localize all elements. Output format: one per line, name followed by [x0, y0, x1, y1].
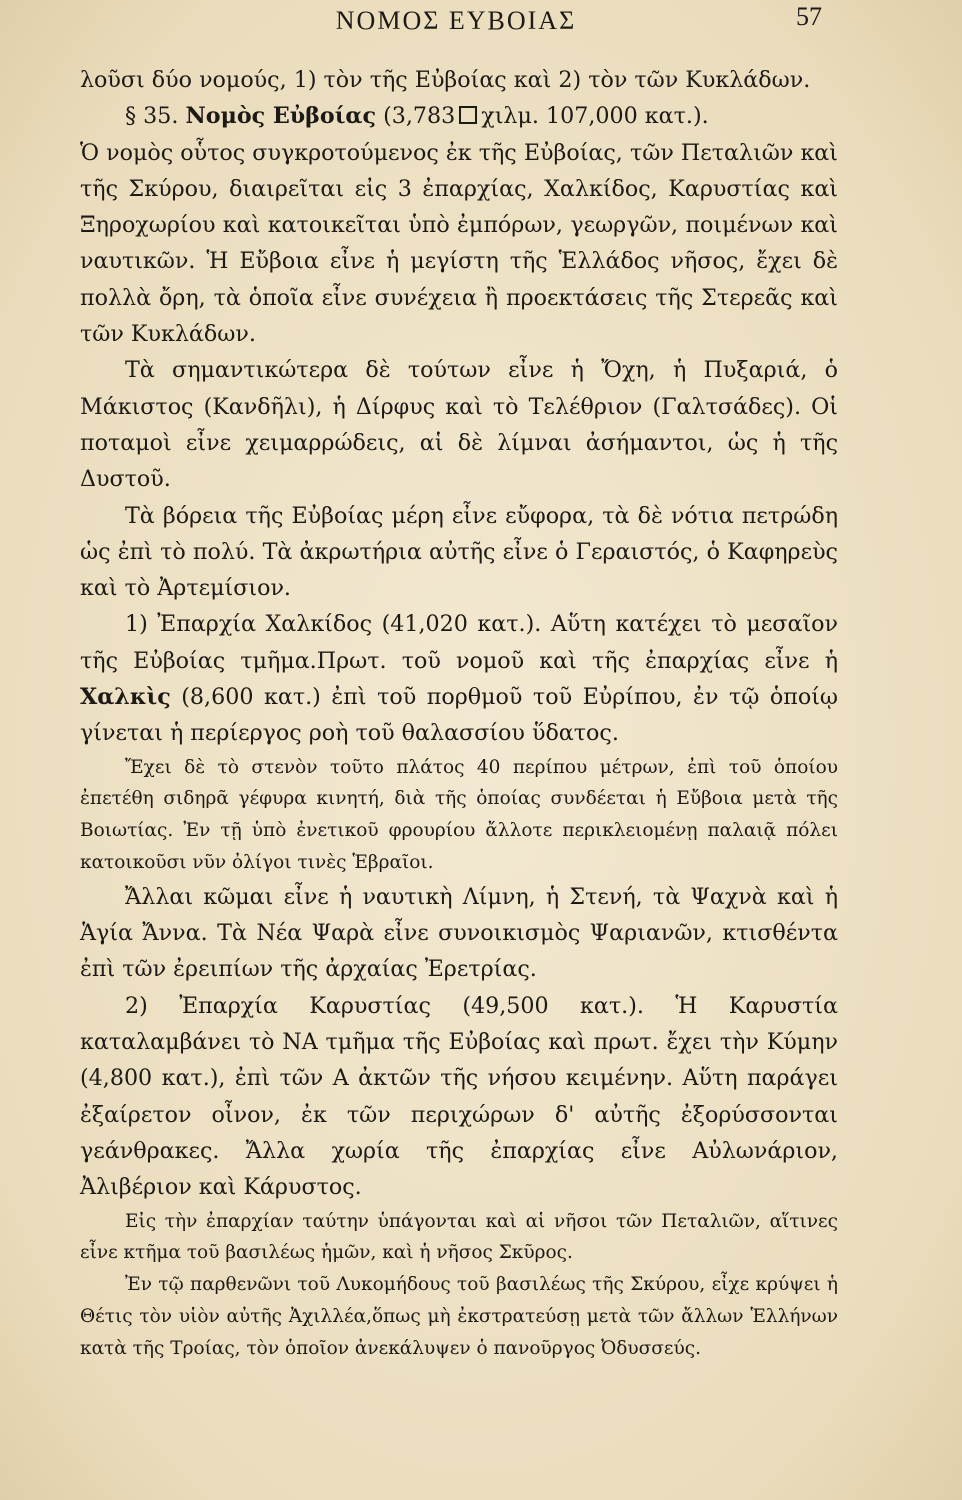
note-paragraph: Ἐν τῷ παρθενῶνι τοῦ Λυκομήδους τοῦ βασιλέως τῆς Σκύρου, εἶχε κρύψει ἡ Θέτις τὸν υἱὸν αὐτῆς Ἀχιλλέα,ὅπως μὴ ἐκστρατεύσῃ μετὰ τῶν ἄλλων Ἑλλήνων κατὰ τῆς Τροίας, τὸν ὁποῖον ἀνεκάλυψεν ὁ πανοῦργος Ὀδυσσεύς. [80, 1274, 838, 1359]
city-name: Χαλκὶς [80, 684, 171, 711]
page-body [80, 62, 838, 1364]
note-paragraph: Ἔχει δὲ τὸ στενὸν τοῦτο πλάτος 40 περίπου μέτρων, ἐπὶ τοῦ ὁποίου ἐπετέθη σιδηρᾶ γέφυρα κινητή, διὰ τῆς ὁποίας συνδέεται ἡ Εὔβοια μετὰ τῆς Βοιωτίας. Ἐν τῇ ὑπὸ ἐνετικοῦ φρουρίου ἄλλοτε περικλειομένῃ παλαιᾷ πόλει κατοικοῦσι νῦν ὀλίγοι τινὲς Ἑβραῖοι. [80, 756, 838, 874]
paragraph [80, 606, 838, 751]
running-header: ΝΟΜΟΣ ΕΥΒΟΙΑΣ [335, 6, 577, 35]
section-heading [80, 98, 838, 134]
paragraph: Τὰ σημαντικώτερα δὲ τούτων εἶνε ἡ Ὄχη, ἡ Πυξαριά, ὁ Μάκιστος (Κανδῆλι), ἡ Δίρφυς καὶ τὸ Τελέθριον (Γαλτσάδες). Οἱ ποταμοὶ εἶνε χειμαρρώδεις, αἱ δὲ λίμναι ἀσήμαντοι, ὡς ἡ τῆς Δυστοῦ. [80, 357, 838, 493]
area-value: (3,783 [383, 103, 456, 130]
page-number: 57 [796, 2, 822, 31]
population-value: χιλμ. 107,000 κατ.). [481, 103, 709, 130]
square-symbol-icon [459, 106, 477, 124]
paragraph-text: (8,600 κατ.) ἐπὶ τοῦ πορθμοῦ τοῦ Εὐρίπου, ἐν τῷ ὁποίῳ γίνεται ἡ περίεργος ροὴ τοῦ θαλασσίου ὕδατος. [80, 684, 838, 747]
paragraph: Τὰ βόρεια τῆς Εὐβοίας μέρη εἶνε εὔφορα, τὰ δὲ νότια πετρώδη ὡς ἐπὶ τὸ πολύ. Τὰ ἀκρωτήρια αὐτῆς εἶνε ὁ Γεραιστός, ὁ Καφηρεὺς καὶ τὸ Ἀρτεμίσιον. [80, 502, 838, 602]
paragraph: Ὁ νομὸς οὗτος συγκροτούμενος ἐκ τῆς Εὐβοίας, τῶν Πεταλιῶν καὶ τῆς Σκύρου, διαιρεῖται εἰς 3 ἐπαρχίας, Χαλκίδος, Καρυστίας καὶ Ξηροχωρίου καὶ κατοικεῖται ὑπὸ ἐμπόρων, γεωργῶν, ποιμένων καὶ ναυτικῶν. Ἡ Εὔβοια εἶνε ἡ μεγίστη τῆς Ἑλλάδος νῆσος, ἔχει δὲ πολλὰ ὄρη, τὰ ὁποῖα εἶνε συνέχεια ἢ προεκτάσεις τῆς Στερεᾶς καὶ τῶν Κυκλάδων. [80, 139, 838, 348]
paragraph: Ἄλλαι κῶμαι εἶνε ἡ ναυτικὴ Λίμνη, ἡ Στενή, τὰ Ψαχνὰ καὶ ἡ Ἁγία Ἄννα. Τὰ Νέα Ψαρὰ εἶνε συνοικισμὸς Ψαριανῶν, κτισθέντα ἐπὶ τῶν ἐρειπίων τῆς ἀρχαίας Ἐρετρίας. [80, 883, 838, 983]
paragraph: 2) Ἐπαρχία Καρυστίας (49,500 κατ.). Ἡ Καρυστία καταλαμβάνει τὸ ΝΑ τμῆμα τῆς Εὐβοίας καὶ πρωτ. ἔχει τὴν Κύμην (4,800 κατ.), ἐπὶ τῶν Α ἀκτῶν τῆς νήσου κειμένην. Αὕτη παράγει ἐξαίρετον οἶνον, ἐκ τῶν περιχώρων δ' αὐτῆς ἐξορύσσονται γεάνθρακες. Ἄλλα χωρία τῆς ἐπαρχίας εἶνε Αὐλωνάριον, Ἀλιβέριον καὶ Κάρυστος. [80, 992, 838, 1201]
paragraph-text: 1) Ἐπαρχία Χαλκίδος (41,020 κατ.). Αὕτη κατέχει τὸ μεσαῖον τῆς Εὐβοίας τμῆμα.Πρωτ. τοῦ νομοῦ καὶ τῆς ἐπαρχίας εἶνε ἡ [80, 611, 838, 674]
note-paragraph: Εἰς τὴν ἐπαρχίαν ταύτην ὑπάγονται καὶ αἱ νῆσοι τῶν Πεταλιῶν, αἵτινες εἶνε κτῆμα τοῦ βασιλέως ἡμῶν, καὶ ἡ νῆσος Σκῦρος. [80, 1210, 838, 1264]
section-number: § 35. [125, 103, 179, 130]
paragraph: λοῦσι δύο νομούς, 1) τὸν τῆς Εὐβοίας καὶ 2) τὸν τῶν Κυκλάδων. [80, 67, 811, 93]
section-title: Νομὸς Εὐβοίας [185, 103, 377, 130]
